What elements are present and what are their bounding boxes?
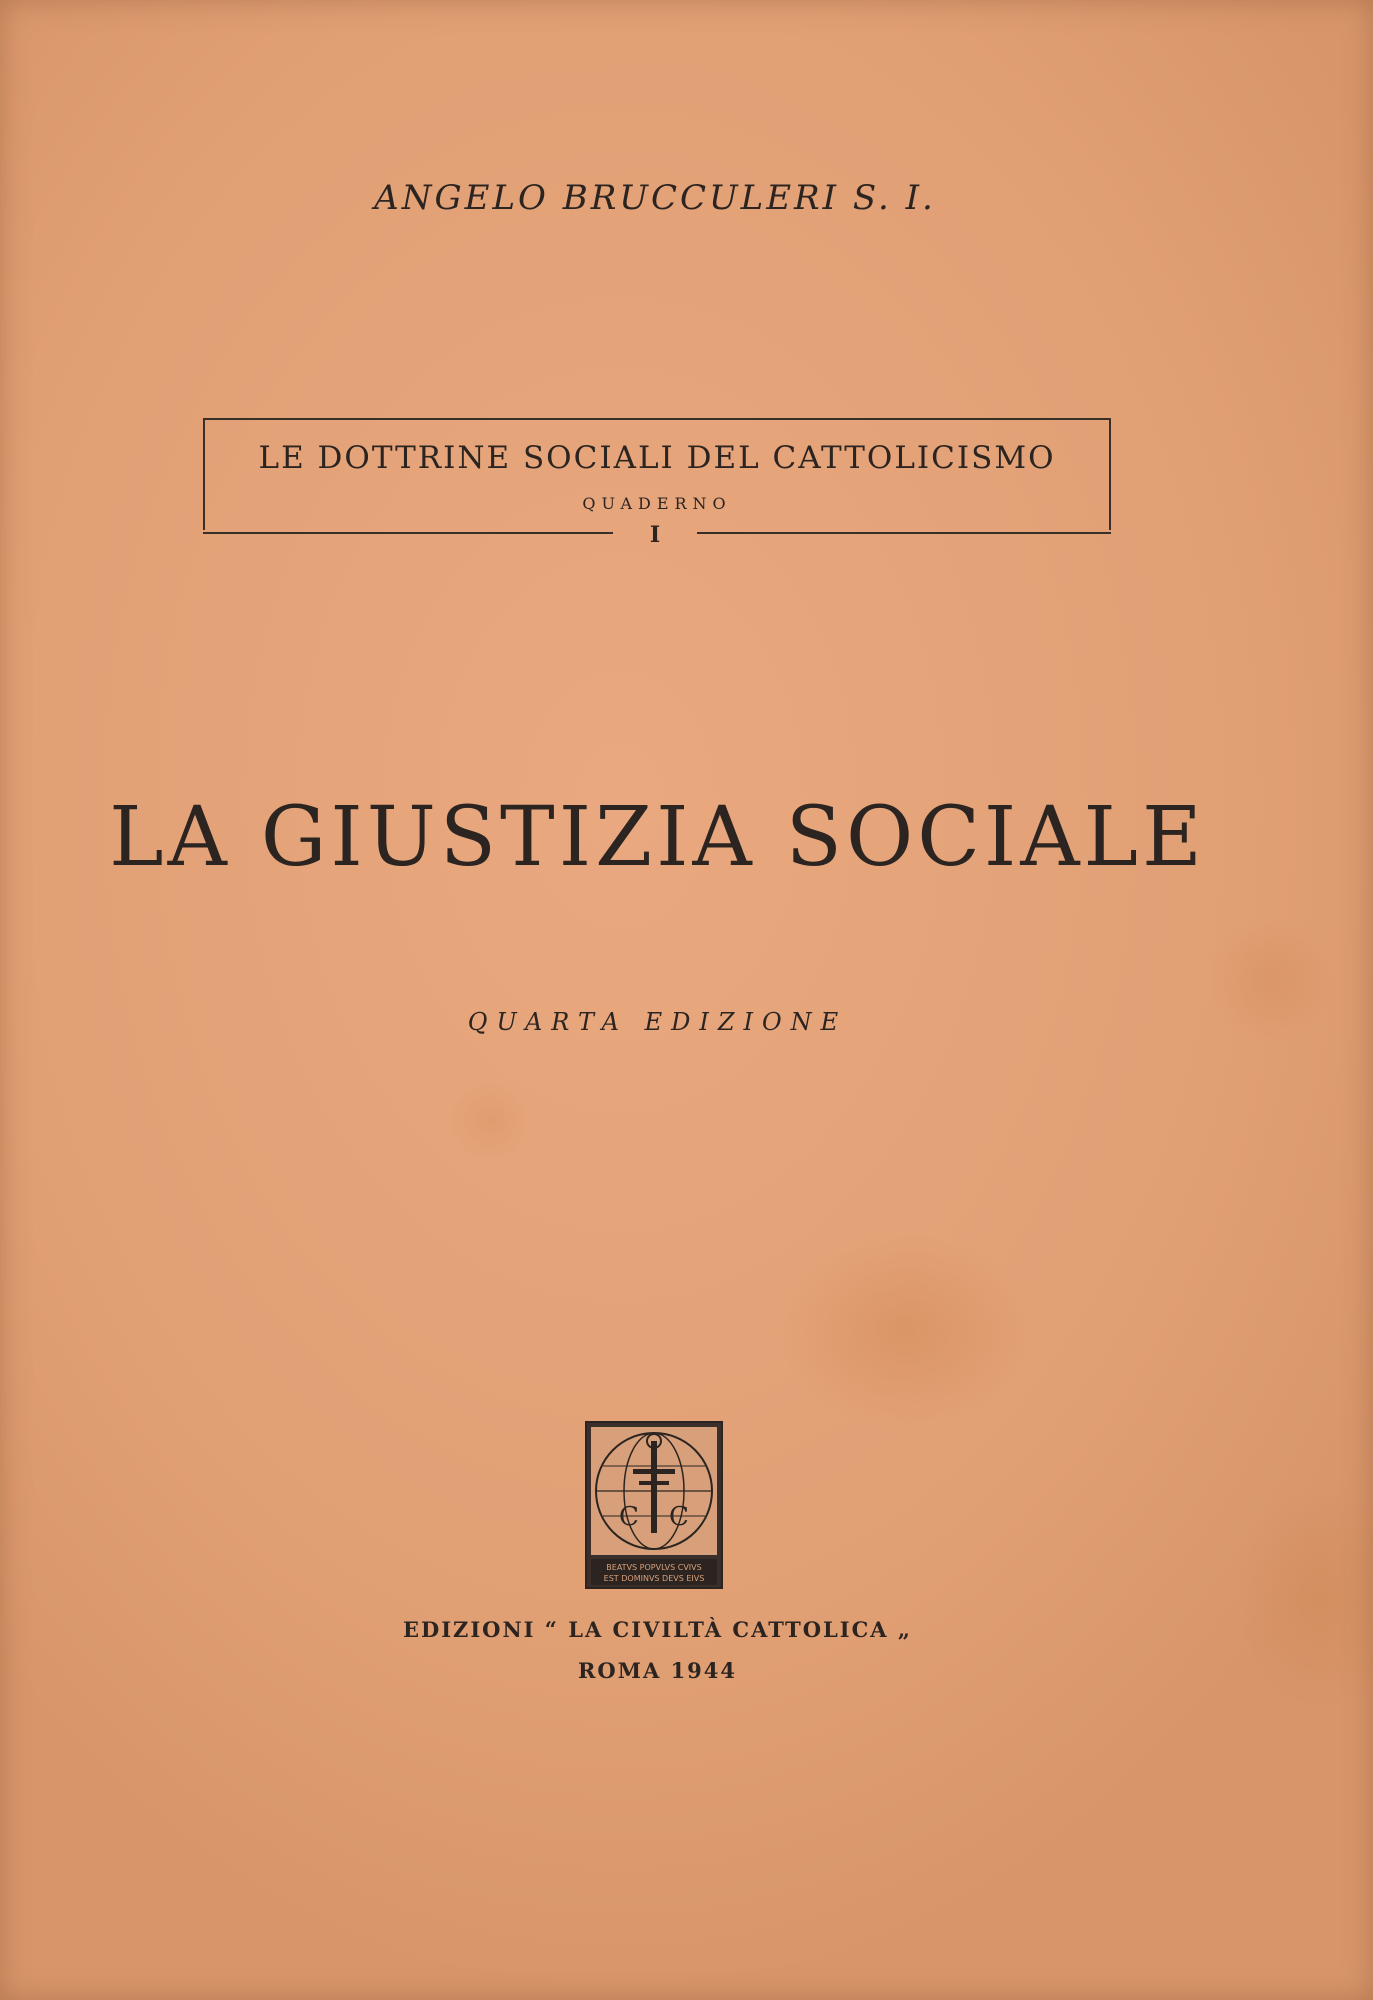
svg-text:C: C [619,1502,639,1532]
place-year: ROMA 1944 [577,1658,738,1683]
edition-label: QUARTA EDIZIONE [467,1008,848,1036]
series-frame [203,418,1111,530]
author-name: ANGELO BRUCCULERI S. I. [374,178,936,218]
book-title: LA GIUSTIZIA SOCIALE [109,790,1206,885]
publisher-logo-icon [585,1421,723,1589]
logo-motto-line2: EST DOMINVS DEVS EIVS [603,1574,705,1583]
series-rule-right [697,532,1111,534]
series-label: QUADERNO [582,494,732,513]
series-title: LE DOTTRINE SOCIALI DEL CATTOLICISMO [258,440,1056,476]
publisher-name: EDIZIONI “ LA CIVILTÀ CATTOLICA „ [402,1617,912,1642]
svg-text:C: C [669,1502,689,1532]
series-rule-left [203,532,613,534]
logo-motto-line1: BEATVS POPVLVS CVIVS [606,1563,702,1572]
series-number: I [649,522,661,548]
